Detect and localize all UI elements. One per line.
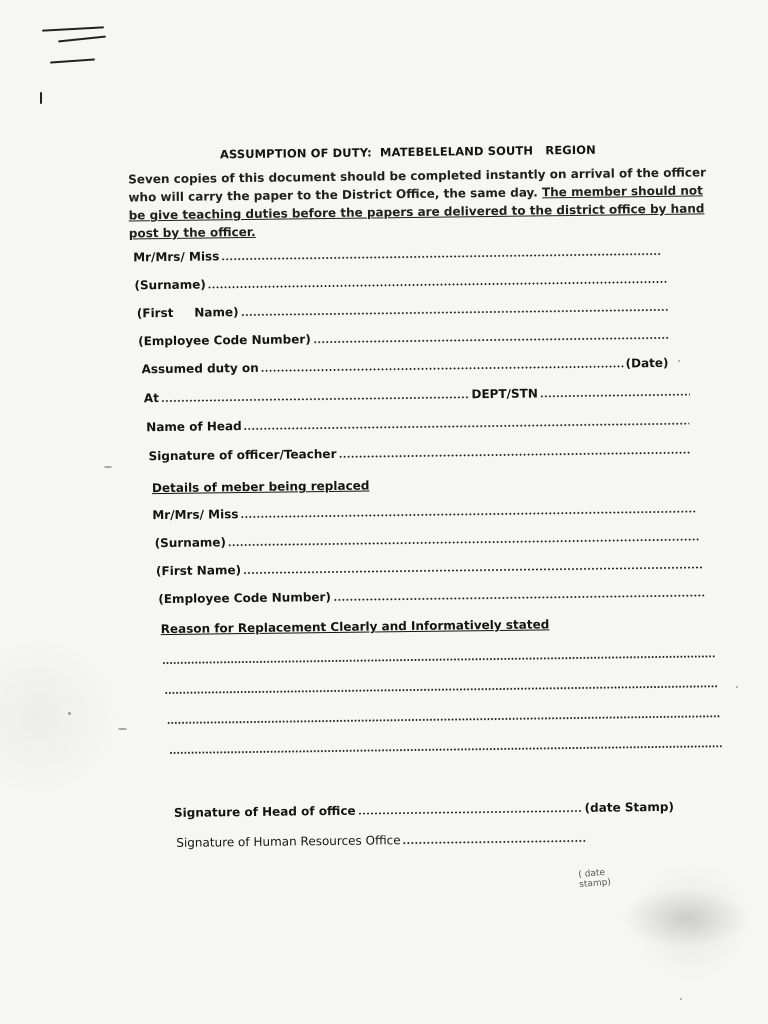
margin-mark (40, 92, 42, 104)
name-of-head-field-row (146, 414, 691, 435)
officer-signature-field-row (148, 443, 693, 464)
scan-noise-patch (620, 888, 750, 948)
faded-date-stamp: ( date stamp) (578, 867, 612, 891)
surname-input-line[interactable] (208, 281, 667, 289)
instructions-plain: Seven copies of this document should be completed instantly on arrival of the officer who will carry the paper to the District Office, the same day. (128, 165, 707, 205)
replaced-title-field-row (152, 502, 697, 523)
dept-stn-input-line[interactable] (540, 394, 690, 398)
head-of-office-label: Signature of Head of office (173, 803, 356, 820)
title-part-3: REGION (545, 142, 596, 158)
instructions-paragraph (128, 163, 719, 242)
head-of-office-signature-line[interactable] (358, 810, 583, 815)
name-of-head-input-line[interactable] (244, 423, 690, 430)
reason-heading: Reason for Replacement Clearly and Informatively stated (160, 617, 550, 637)
replaced-surname-field-row (155, 529, 701, 550)
instructions-underlined: The member should not be give teaching duties before the papers are delivered to the district office by hand post by the officer. (128, 183, 705, 241)
employee-code-field-row (138, 328, 671, 349)
handwritten-mark (58, 35, 106, 42)
assumed-duty-label: Assumed duty on (141, 360, 259, 377)
reason-line-2[interactable] (164, 685, 717, 694)
scan-speckle (680, 998, 682, 1000)
first-name-field-row (137, 300, 670, 321)
assumed-duty-field-row (141, 356, 668, 376)
dept-stn-label: DEPT/STN (471, 386, 538, 402)
title-label: Mr/Mrs/ Miss (133, 249, 220, 265)
replaced-surname-input-line[interactable] (228, 539, 699, 547)
surname-label: (Surname) (134, 277, 206, 293)
hr-office-signature-row (176, 831, 588, 850)
scan-speckle (678, 360, 680, 362)
employee-code-input-line[interactable] (313, 337, 669, 343)
replaced-first-name-label: (First Name) (155, 563, 242, 579)
officer-signature-input-line[interactable] (338, 452, 691, 458)
replaced-first-name-field-row (156, 557, 704, 578)
replaced-employee-code-input-line[interactable] (333, 594, 704, 601)
at-label: At (143, 391, 159, 406)
replaced-first-name-input-line[interactable] (243, 566, 702, 574)
scan-speckle (118, 728, 127, 730)
replaced-member-heading: Details of meber being replaced (151, 478, 370, 496)
date-stamp-label: (date Stamp) (584, 799, 674, 815)
first-name-label: (First Name) (136, 305, 239, 321)
reason-line-1[interactable] (162, 655, 715, 664)
at-input-line[interactable] (161, 396, 470, 402)
replaced-title-label: Mr/Mrs/ Miss (152, 507, 239, 523)
title-part-1: ASSUMPTION OF DUTY: (219, 145, 372, 162)
hr-office-signature-line[interactable] (403, 840, 587, 844)
name-of-head-label: Name of Head (146, 419, 242, 435)
date-suffix-label: (Date) (625, 355, 669, 371)
hr-office-label: Signature of Human Resources Office (176, 833, 401, 850)
title-input-line[interactable] (221, 253, 661, 260)
form-title (220, 143, 596, 162)
handwritten-mark (42, 26, 104, 31)
replaced-employee-code-label: (Employee Code Number) (158, 590, 331, 607)
replaced-surname-label: (Surname) (154, 535, 227, 551)
assumed-duty-input-line[interactable] (261, 365, 624, 371)
at-dept-field-row (144, 385, 692, 406)
reason-line-4[interactable] (169, 745, 722, 754)
head-of-office-signature-row (174, 800, 674, 820)
title-field-row (133, 244, 663, 264)
replaced-employee-code-field-row (158, 585, 706, 606)
officer-signature-label: Signature of officer/Teacher (148, 446, 337, 464)
scan-speckle (736, 686, 738, 688)
replaced-title-input-line[interactable] (240, 511, 695, 519)
employee-code-label: (Employee Code Number) (138, 332, 311, 349)
scan-speckle (68, 712, 71, 715)
scan-speckle (104, 466, 112, 468)
title-part-2: MATEBELELAND SOUTH (379, 143, 534, 160)
reason-line-3[interactable] (167, 715, 720, 724)
first-name-input-line[interactable] (241, 309, 668, 316)
handwritten-mark (50, 58, 95, 63)
surname-field-row (134, 272, 668, 293)
